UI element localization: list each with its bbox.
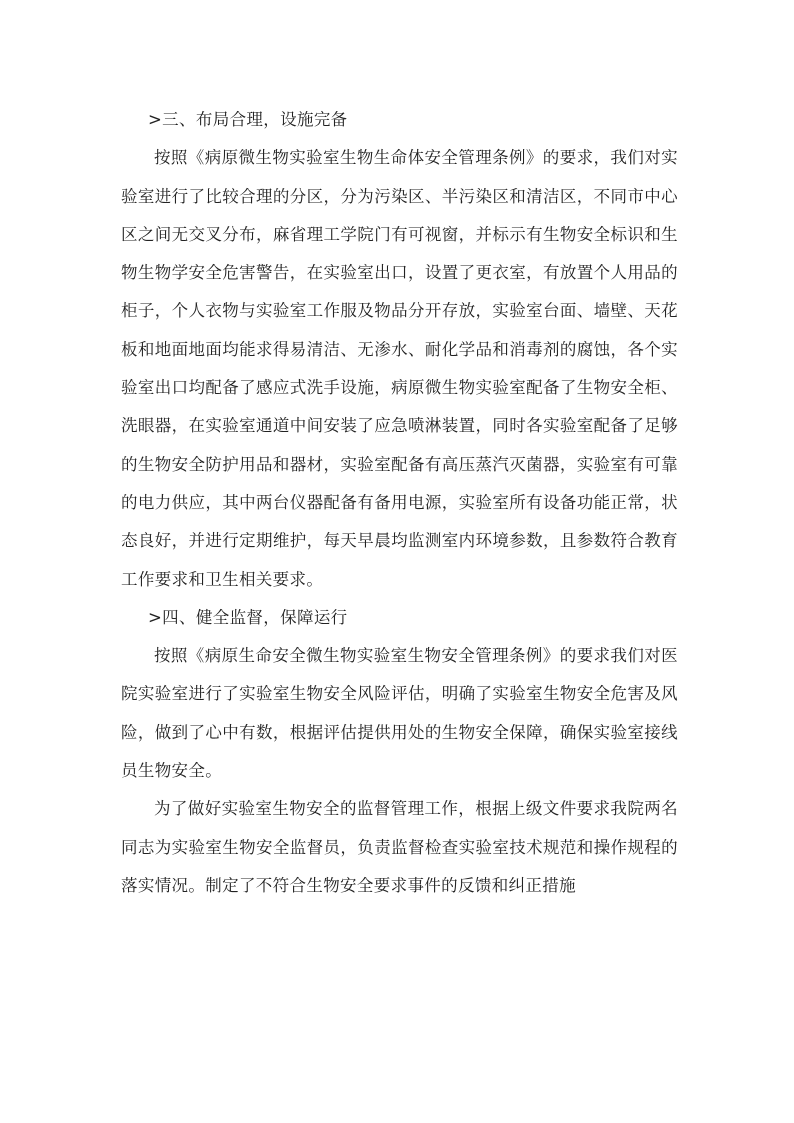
section-3-paragraph: 按照《病原微生物实验室生物生命体安全管理条例》的要求，我们对实验室进行了比较合理的分区，分为污染区、半污染区和清洁区，不同市中心区之间无交叉分布，麻省理工学院门有可视窗，并标示有生物安全标识和生物生物学安全危害警告，在实验室出口，设置了更衣室，有放置个人用品的柜子，个人衣物与实验室工作服及物品分开存放，实验室台面、墙壁、天花板和地面地面均能求得易清洁、无渗水、耐化学品和消毒剂的腐蚀，各个实验室出口均配备了感应式洗手设施，病原微生物实验室配备了生物安全柜、洗眼器，在实验室通道中间安装了应急喷淋装置，同时各实验室配备了足够的生物安全防护用品和器材，实验室配备有高压蒸汽灭菌器，实验室有可靠的电力供应，其中两台仪器配备有备用电源，实验室所有设备功能正常，状态良好，并进行定期维护，每天早晨均监测室内环境参数，且参数符合教育工作要求和卫生相关要求。 — [121, 148, 678, 589]
document-body — [121, 101, 678, 905]
section-4-paragraph-2: 为了做好实验室生物安全的监督管理工作，根据上级文件要求我院两名同志为实验室生物安全监督员，负责监督检查实验室技术规范和操作规程的落实情况。制定了不符合生物安全要求事件的反馈和纠正措施 — [121, 799, 678, 895]
section-heading-3: >三、布局合理，设施完备 — [148, 110, 348, 129]
section-heading-4: >四、健全监督，保障运行 — [148, 607, 348, 627]
section-4-paragraph-1: 按照《病原生命安全微生物实验室生物安全管理条例》的要求我们对医院实验室进行了实验室生物安全风险评估，明确了实验室生物安全危害及风险，做到了心中有数，根据评估提供用处的生物安全保障，确保实验室接线员生物安全。 — [121, 646, 678, 781]
